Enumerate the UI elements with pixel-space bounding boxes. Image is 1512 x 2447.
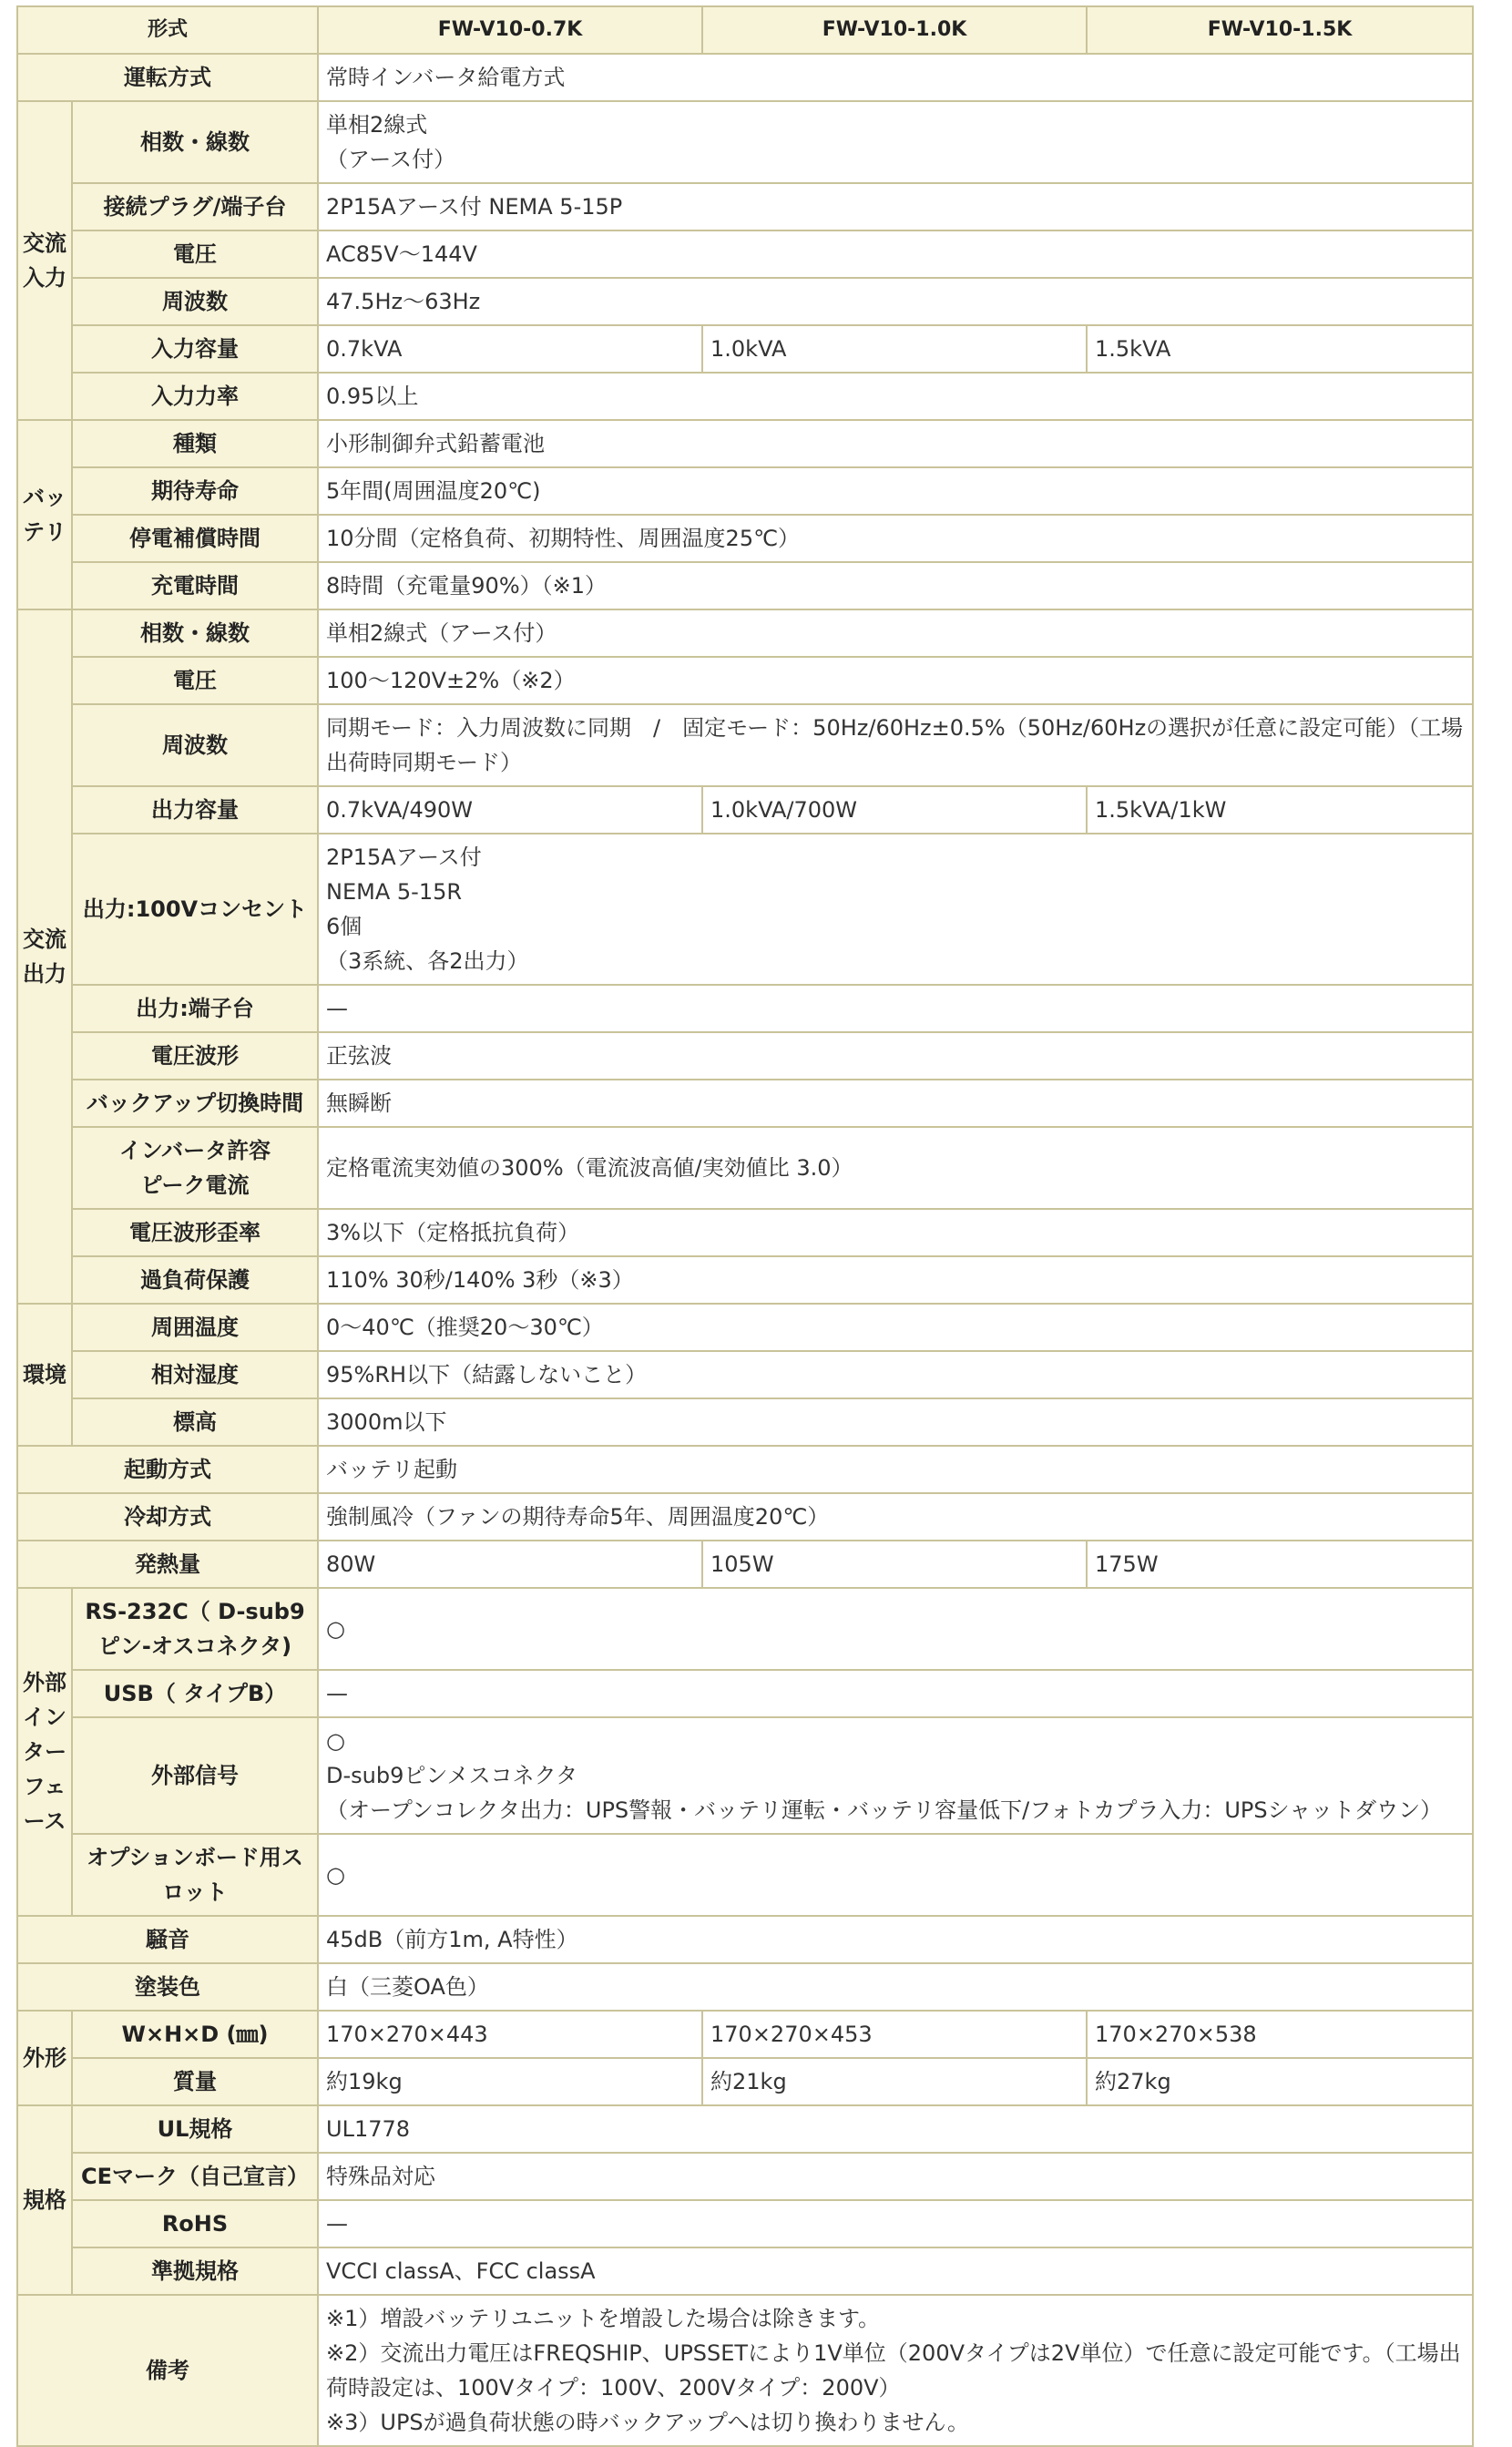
row-label: 冷却方式 — [17, 1493, 318, 1541]
spec-row — [17, 985, 1473, 1032]
row-value: 白（三菱OA色） — [318, 1963, 1473, 2011]
row-value: 45dB（前方1m, A特性） — [318, 1916, 1473, 1963]
row-label: 停電補償時間 — [72, 515, 318, 562]
row-value: — — [318, 2200, 1473, 2247]
row-value: 1.5kVA/1kW — [1087, 786, 1473, 834]
row-label: 充電時間 — [72, 562, 318, 609]
row-value: 3%以下（定格抵抗負荷） — [318, 1209, 1473, 1256]
row-value: 2P15Aアース付 NEMA 5-15P — [318, 183, 1473, 230]
spec-row — [17, 1717, 1473, 1834]
row-label: 相数・線数 — [72, 609, 318, 657]
row-value: バッテリ起動 — [318, 1446, 1473, 1493]
row-label: 入力容量 — [72, 325, 318, 373]
row-value: 小形制御弁式鉛蓄電池 — [318, 420, 1473, 467]
row-value: 強制風冷（ファンの期待寿命5年、周囲温度20℃） — [318, 1493, 1473, 1541]
row-value: 単相2線式（アース付） — [318, 609, 1473, 657]
spec-row — [17, 2247, 1473, 2295]
row-label: RS-232C（ D-sub9ピン-オスコネクタ) — [72, 1588, 318, 1670]
row-value: 1.5kVA — [1087, 325, 1473, 373]
header-row — [17, 6, 1473, 54]
row-value: 正弦波 — [318, 1032, 1473, 1080]
row-value: — — [318, 1670, 1473, 1717]
group-label-ac-output: 交流 出力 — [17, 609, 72, 1304]
row-label: 入力力率 — [72, 373, 318, 420]
row-value: 3000m以下 — [318, 1398, 1473, 1446]
row-value: ○ — [318, 1588, 1473, 1670]
row-value: 10分間（定格負荷、初期特性、周囲温度25℃） — [318, 515, 1473, 562]
spec-row — [17, 515, 1473, 562]
row-label: 期待寿命 — [72, 467, 318, 515]
row-value: UL1778 — [318, 2105, 1473, 2153]
row-value: 175W — [1087, 1541, 1473, 1588]
spec-row — [17, 1398, 1473, 1446]
row-label: 塗装色 — [17, 1963, 318, 2011]
spec-row — [17, 325, 1473, 373]
row-label: 過負荷保護 — [72, 1256, 318, 1304]
row-label: 騒音 — [17, 1916, 318, 1963]
row-label: 外部信号 — [72, 1717, 318, 1834]
row-value: 80W — [318, 1541, 702, 1588]
spec-row — [17, 2105, 1473, 2153]
spec-row — [17, 1541, 1473, 1588]
group-label-interface: 外部 イン ター フェ ース — [17, 1588, 72, 1916]
row-value: 常時インバータ給電方式 — [318, 54, 1473, 101]
spec-row — [17, 278, 1473, 325]
row-value: AC85V～144V — [318, 230, 1473, 278]
spec-row — [17, 1080, 1473, 1127]
row-label: 電圧波形 — [72, 1032, 318, 1080]
row-value: VCCI classA、FCC classA — [318, 2247, 1473, 2295]
row-label: 周波数 — [72, 704, 318, 786]
row-value: — — [318, 985, 1473, 1032]
row-value: 95%RH以下（結露しないこと） — [318, 1351, 1473, 1398]
row-value: 170×270×443 — [318, 2011, 702, 2058]
row-value: 8時間（充電量90%）（※1） — [318, 562, 1473, 609]
row-label: 電圧 — [72, 657, 318, 704]
row-value: 2P15Aアース付 NEMA 5-15R 6個 （3系統、各2出力） — [318, 834, 1473, 985]
row-value: 170×270×538 — [1087, 2011, 1473, 2058]
row-label: 相数・線数 — [72, 101, 318, 183]
row-value: 定格電流実効値の300%（電流波高値/実効値比 3.0） — [318, 1127, 1473, 1209]
row-value: 1.0kVA — [702, 325, 1087, 373]
row-label: 周波数 — [72, 278, 318, 325]
model-header: FW-V10-1.5K — [1087, 6, 1473, 54]
model-header: FW-V10-0.7K — [318, 6, 702, 54]
row-value: 約21kg — [702, 2058, 1087, 2105]
spec-row — [17, 1127, 1473, 1209]
group-label-ac-input: 交流 入力 — [17, 101, 72, 420]
row-value: 0.7kVA/490W — [318, 786, 702, 834]
spec-row — [17, 2200, 1473, 2247]
spec-row — [17, 786, 1473, 834]
spec-row — [17, 2295, 1473, 2446]
spec-row — [17, 373, 1473, 420]
row-value: 110% 30秒/140% 3秒（※3） — [318, 1256, 1473, 1304]
row-value: 無瞬断 — [318, 1080, 1473, 1127]
row-value: ○ D-sub9ピンメスコネクタ （オープンコレクタ出力：UPS警報・バッテリ運転・バッテリ容量低下/フォトカプラ入力：UPSシャットダウン） — [318, 1717, 1473, 1834]
row-label: オプションボード用スロット — [72, 1834, 318, 1916]
row-label: 出力:100Vコンセント — [72, 834, 318, 985]
row-label: 標高 — [72, 1398, 318, 1446]
row-label: 発熱量 — [17, 1541, 318, 1588]
row-label: 電圧 — [72, 230, 318, 278]
spec-row — [17, 1209, 1473, 1256]
row-label: RoHS — [72, 2200, 318, 2247]
row-label: 準拠規格 — [72, 2247, 318, 2295]
group-label-battery: バッ テリ — [17, 420, 72, 609]
spec-row — [17, 657, 1473, 704]
group-label-standards: 規格 — [17, 2105, 72, 2295]
spec-row — [17, 704, 1473, 786]
group-label-environment: 環境 — [17, 1304, 72, 1446]
model-header: FW-V10-1.0K — [702, 6, 1087, 54]
spec-row — [17, 1834, 1473, 1916]
row-label: 電圧波形歪率 — [72, 1209, 318, 1256]
spec-row — [17, 1256, 1473, 1304]
row-label: 周囲温度 — [72, 1304, 318, 1351]
spec-row — [17, 609, 1473, 657]
row-label: 運転方式 — [17, 54, 318, 101]
row-label: バックアップ切換時間 — [72, 1080, 318, 1127]
spec-row — [17, 101, 1473, 183]
row-label: 出力:端子台 — [72, 985, 318, 1032]
row-value: 同期モード：入力周波数に同期 / 固定モード：50Hz/60Hz±0.5%（50Hz/60Hzの選択が任意に設定可能）（工場出荷時同期モード） — [318, 704, 1473, 786]
row-value: 単相2線式 （アース付） — [318, 101, 1473, 183]
spec-row — [17, 54, 1473, 101]
header-label: 形式 — [17, 6, 318, 54]
row-value: 105W — [702, 1541, 1087, 1588]
row-label: 起動方式 — [17, 1446, 318, 1493]
row-label: CEマーク（自己宣言） — [72, 2153, 318, 2200]
group-label-outline: 外形 — [17, 2011, 72, 2105]
row-label: 種類 — [72, 420, 318, 467]
spec-row — [17, 1032, 1473, 1080]
spec-row — [17, 2011, 1473, 2058]
spec-row — [17, 562, 1473, 609]
row-label: 質量 — [72, 2058, 318, 2105]
spec-row — [17, 1304, 1473, 1351]
row-value: 特殊品対応 — [318, 2153, 1473, 2200]
spec-row — [17, 2153, 1473, 2200]
row-value: 約27kg — [1087, 2058, 1473, 2105]
remarks-text: ※1）増設バッテリユニットを増設した場合は除きます。 ※2）交流出力電圧はFREQSHIP、UPSSETにより1V単位（200Vタイプは2V単位）で任意に設定可能です。（工場出荷時設定は、100Vタイプ：100V、200Vタイプ：200V） ※3）UPSが過負荷状態の時バックアップへは切り換わりません。 — [318, 2295, 1473, 2446]
spec-row — [17, 1351, 1473, 1398]
row-label: 出力容量 — [72, 786, 318, 834]
row-value: 0.95以上 — [318, 373, 1473, 420]
row-value: 47.5Hz～63Hz — [318, 278, 1473, 325]
row-label: W×H×D (㎜) — [72, 2011, 318, 2058]
spec-row — [17, 834, 1473, 985]
row-value: 0～40℃（推奨20～30℃） — [318, 1304, 1473, 1351]
spec-row — [17, 1493, 1473, 1541]
row-value: 約19kg — [318, 2058, 702, 2105]
spec-row — [17, 230, 1473, 278]
row-value: ○ — [318, 1834, 1473, 1916]
row-label: USB（ タイプB） — [72, 1670, 318, 1717]
spec-row — [17, 467, 1473, 515]
row-label: 接続プラグ/端子台 — [72, 183, 318, 230]
row-label: インバータ許容 ピーク電流 — [72, 1127, 318, 1209]
row-value: 1.0kVA/700W — [702, 786, 1087, 834]
spec-row — [17, 1963, 1473, 2011]
spec-row — [17, 183, 1473, 230]
spec-row — [17, 420, 1473, 467]
row-label: UL規格 — [72, 2105, 318, 2153]
spec-row — [17, 1670, 1473, 1717]
row-value: 5年間(周囲温度20℃) — [318, 467, 1473, 515]
spec-row — [17, 1446, 1473, 1493]
row-label: 備考 — [17, 2295, 318, 2446]
spec-row — [17, 2058, 1473, 2105]
spec-table — [16, 5, 1474, 2447]
row-value: 0.7kVA — [318, 325, 702, 373]
spec-row — [17, 1916, 1473, 1963]
spec-row — [17, 1588, 1473, 1670]
row-value: 100～120V±2%（※2） — [318, 657, 1473, 704]
row-value: 170×270×453 — [702, 2011, 1087, 2058]
row-label: 相対湿度 — [72, 1351, 318, 1398]
